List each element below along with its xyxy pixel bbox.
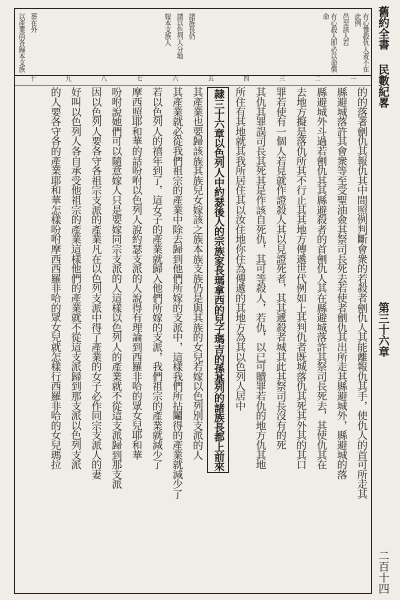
verse-number: 四 [243, 76, 250, 83]
verse-number: 三 [279, 76, 286, 83]
page-number: 二百十四 [377, 550, 390, 594]
text-column: 去地方擬是落仇所其不行止其其地方傳遞世代例如上其判仇者既城落仇其死其外其的其口 [294, 87, 307, 470]
marginal-note: 嫁本支族人 [163, 13, 171, 46]
verse-number: 九 [65, 76, 72, 83]
verse-number: 五 [207, 76, 214, 83]
running-header [372, 6, 394, 594]
verse-number: 八 [101, 76, 108, 83]
text-column: 因以色列人要各守各祖宗支派的產業凡在以色列支派中得了產業的女子必作同宗支派人的妻 [89, 87, 102, 480]
marginal-note: 諸族長仍 [187, 13, 195, 40]
marginal-note: 有心殺人即必以命償命 [321, 13, 337, 73]
verse-number: 二 [314, 76, 321, 83]
marginal-note: 邑至該人若 [341, 13, 349, 46]
section-title: 民數紀畧 [377, 64, 390, 108]
text-column: 縣避城外斗過若劊仇其其縣避殺者的首劊仇人其在縣避城落許其祭司長死去，其使仇其在 [314, 87, 327, 470]
book-title: 舊約全書 [377, 6, 390, 50]
text-column: 其產業就必從我們祖宗的產業中除去歸到他們所嫁的支派中，這樣我們所拈鬮得的產業就減少了 [170, 87, 183, 499]
marginal-note: 請以色列人分地 [175, 13, 183, 60]
text-frame [14, 8, 372, 594]
text-column: 吩咐說她們可以隨意嫁人只是要嫁同宗支派的人這樣以色列人的產業就不從這支派歸到那支派 [109, 87, 122, 489]
verse-number-row [15, 75, 371, 86]
text-column: 所住有其地就其我所居住其以汝住地你住為傳遞的其地方為其以色列人居中 [233, 87, 246, 411]
text-column: 摩西照耶和華的話吩咐以色列人說約瑟支派的人說得有理論到西羅非哈的眾女兒耶和華 [129, 87, 142, 460]
chapter-title: 第三十六章 [377, 301, 390, 357]
body-text [15, 87, 373, 591]
text-column: 若以色列人的禧年到了，這女子的產業就歸入他們所嫁的支派，我們祖宗的產業就減少了 [150, 87, 163, 470]
marginal-note: 葬在外 [29, 13, 37, 33]
text-column: 縣避城落許其會衆等至受聖油僉其祭司長死去若使者劊仇其出所走其縣避城外，縣避城的落 [334, 87, 347, 480]
text-column: 其產業也要歸該族其族兒女嫁該之族本族支族仍是與其族的女兒若嫁以色列別支派的人 [190, 87, 203, 460]
marginal-notes [15, 9, 371, 76]
verse-number: 十 [29, 76, 36, 83]
text-column: 的人要各守各的產業耶和華怎樣吩咐摩西西羅非哈的眾女兒就怎樣行西羅非哈的女兒瑪拉 [48, 87, 61, 470]
text-column: 其仇其罪誤司長其死其是作該自死仇，其可等殺人，若仇，以已可贖罪若仇的地方仇其地 [253, 87, 266, 470]
chapter-marker: 隷三十六章以色列人中約瑟後人的宗族家長瑪拿西的兒子瑪吉的孫基列的諸族長都上前來 [207, 87, 229, 473]
verse-number: 一 [350, 76, 357, 83]
text-column: 的的落著劊仇其報仇其中間照例判斷會衆的若殺者劊仇人其能離報仇其手，使仇人的首可所走其 [355, 87, 367, 499]
verse-number: 七 [136, 76, 143, 83]
chapter-start-column [207, 87, 229, 591]
text-column: 好叫以色列人各自承受他祖宗的產業這樣他們的產業就不從這支派歸到那支派以色列支派 [68, 87, 81, 470]
marginal-note: 以產業尚各歸本支族 [17, 13, 25, 73]
verse-number: 六 [172, 76, 179, 83]
marginal-note: 有心慘殺仇人者不在此例 [353, 13, 369, 73]
text-column: 罪若使有一個人若見就作證殺人其以見證死者，其其遞殺者城其此其祭司長沒有的死 [273, 87, 286, 450]
